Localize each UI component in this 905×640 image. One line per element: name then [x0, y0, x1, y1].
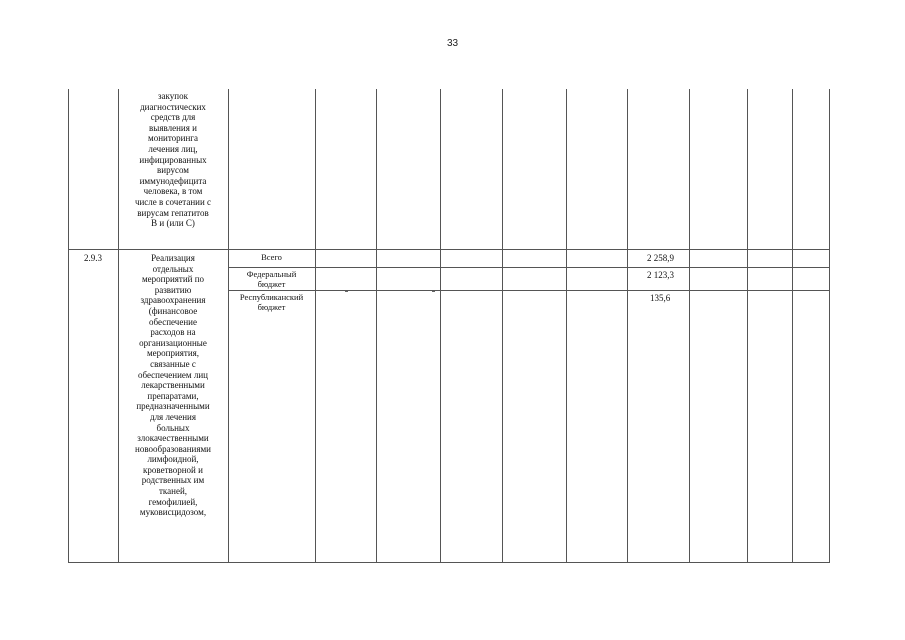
column-divider [440, 89, 441, 562]
tick-mark [345, 291, 348, 292]
table-border-left [68, 89, 69, 562]
page-number: 33 [446, 38, 459, 49]
column-divider [747, 89, 748, 562]
column-divider [228, 89, 229, 562]
amount-republican: 135,6 [650, 293, 671, 303]
column-divider [376, 89, 377, 562]
subrow-divider [228, 267, 830, 268]
table-border-right [829, 89, 830, 562]
subrow-divider [228, 290, 830, 291]
amount-total: 2 258,9 [647, 253, 674, 263]
row-description: закупок диагностических средств для выявления и мониторинга лечения лиц, инфицированных вирусом иммунодефицита человека, в том числе в сочетании с вирусам гепатитов В и (или С) [134, 91, 212, 229]
column-divider [566, 89, 567, 562]
tick-mark [432, 291, 435, 292]
funding-source-federal: Федеральный бюджет [246, 269, 297, 289]
row-description: Реализация отдельных мероприятий по развитию здравоохранения (финансовое обеспечение расходов на организационные мероприятия, связанные с обеспечением лиц лекарственными препаратами, предназначенными для лечения больных злокачественными новообразованиями лимфоидной, кроветворной и родственных им тканей, гемофилией, муковисцидозом, [135, 253, 211, 518]
table-border-bottom [68, 562, 830, 563]
funding-source-republican: Республиканский бюджет [239, 292, 304, 312]
column-divider [689, 89, 690, 562]
funding-source-total: Всего [261, 252, 282, 262]
row-code: 2.9.3 [84, 253, 102, 263]
row-divider [68, 249, 830, 250]
amount-federal: 2 123,3 [647, 270, 674, 280]
column-divider [315, 89, 316, 562]
column-divider [792, 89, 793, 562]
column-divider [502, 89, 503, 562]
column-divider [627, 89, 628, 562]
